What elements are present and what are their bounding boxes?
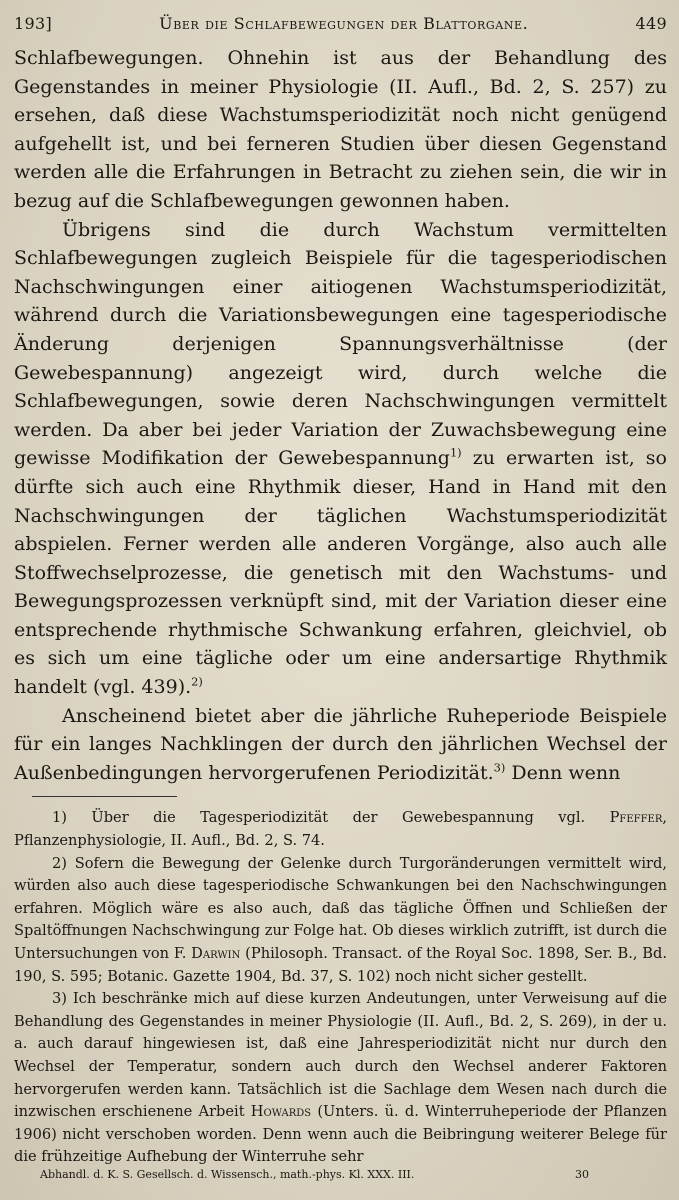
footnote-3 [14,988,667,1169]
paragraph-2-part-a: Übrigens sind die durch Wachstum vermittelten Schlafbewegungen zugleich Beispiele für die tagesperiodischen Nachschwingungen einer aitiogenen Wachstumsperiodizität, während durch die Variationsbewegungen eine tagesperiodische Änderung derjenigen Spannungsverhältnisse (der Gewebespannung) angezeigt wird, durch welche die Schlafbewegungen, sowie deren Nachschwingungen vermittelt werden. Da aber bei jeder Variation der Zuwachsbewegung eine gewisse Modifikation der Gewebespannung [14,218,667,470]
paragraph-2-part-b: zu erwarten ist, so dürfte sich auch eine Rhythmik dieser, Hand in Hand mit den Nachschwingungen der täglichen Wachstumsperiodizität abspielen. Ferner werden alle anderen Vorgänge, also auch alle Stoffwechselprozesse, die genetisch mit den Wachstums- und Bewegungsprozessen verknüpft sind, mit der Variation dieser eine entsprechende rhythmische Schwankung erfahren, gleichviel, ob es sich um eine tägliche oder um eine andersartige Rhythmik handelt (vgl. 439). [14,447,667,699]
footnote-1-text-a: 1) Über die Tagesperiodizität der Gewebespannung vgl. [52,809,610,827]
footnotes [14,807,667,1169]
running-title: Über die Schlafbewegungen der Blattorgane. [159,14,529,33]
footnote-2-author: Darwin [191,945,241,962]
footnote-1-author: Pfeffer [609,809,663,827]
footnote-ref-2: 2) [191,674,203,689]
footnote-3-author: Howards [250,1103,312,1121]
footnote-divider [32,796,177,797]
paragraph-3-part-a: Anscheinend bietet aber die jährliche Ruheperiode Beispiele für ein langes Nachklingen der durch den jährlichen Wechsel der Außenbedingungen hervorgerufenen Periodizität. [14,704,667,784]
page-footer [40,1168,589,1181]
footnote-1 [14,807,667,852]
footer-citation: Abhandl. d. K. S. Gesellsch. d. Wissensch., math.-phys. Kl. XXX. III. [40,1168,415,1181]
running-header [14,14,667,44]
footnote-3-text-a: 3) Ich beschränke mich auf diese kurzen Andeutungen, unter Verweisung auf die Behandlung des Gegenstandes in meiner Physiologie (II. Aufl., Bd. 2, S. 269), in der u. a. auch darauf hingewiesen ist, daß eine Jahresperiodizität nicht nur durch den Wechsel der Temperatur, sondern auch durch den Wechsel anderer Faktoren hervorgerufen werden kann. Tatsächlich ist die Sachlage dem Wesen nach durch die inzwischen erschienene Arbeit [14,990,667,1121]
signature-mark: 30 [575,1168,589,1181]
page-number: 449 [635,14,667,33]
section-marker: 193] [14,14,52,33]
footnote-ref-1: 1) [449,445,462,460]
footnote-2 [14,853,667,989]
paragraph-1: Schlafbewegungen. Ohnehin ist aus der Behandlung des Gegenstandes in meiner Physiologie (II. Aufl., Bd. 2, S. 257) zu ersehen, daß diese Wachstumsperiodizität noch nicht genügend aufgehellt ist, und bei ferneren Studien über diesen Gegenstand werden alle die Erfahrungen in Betracht zu ziehen sein, die wir in bezug auf die Schlafbewegungen gewonnen haben. [14,47,667,212]
main-text [14,44,667,787]
paragraph-3 [14,702,667,788]
footnote-ref-3: 3) [493,760,506,775]
footnote-1-text-b: , Pflanzenphysiologie, II. Aufl., Bd. 2, S. 74. [14,809,667,850]
footnote-3-text-b: (Unters. ü. d. Winterruheperiode der Pflanzen 1906) nicht verschoben worden. Denn wenn auch die Beibringung weiterer Belege für die frühzeitige Aufhebung der Winterruhe sehr [14,1103,667,1166]
paragraph-2 [14,216,667,702]
footnote-2-text-b: (Philosoph. Transact. of the Royal Soc. 1898, Ser. B., Bd. 190, S. 595; Botanic. Gazette 1904, Bd. 37, S. 102) noch nicht sicher gestellt. [14,945,667,985]
footnote-2-text-a: 2) Sofern die Bewegung der Gelenke durch Turgoränderungen vermittelt wird, würden also auch diese tagesperiodische Schwankungen bei den Nachschwingungen erfahren. Möglich wäre es also auch, daß das tägliche Öffnen und Schließen der Spaltöffnungen Nachschwingung zur Folge hat. Ob dieses wirklich zutrifft, ist durch die Untersuchungen von F. [14,854,667,962]
paragraph-3-part-b: Denn wenn [505,761,621,784]
